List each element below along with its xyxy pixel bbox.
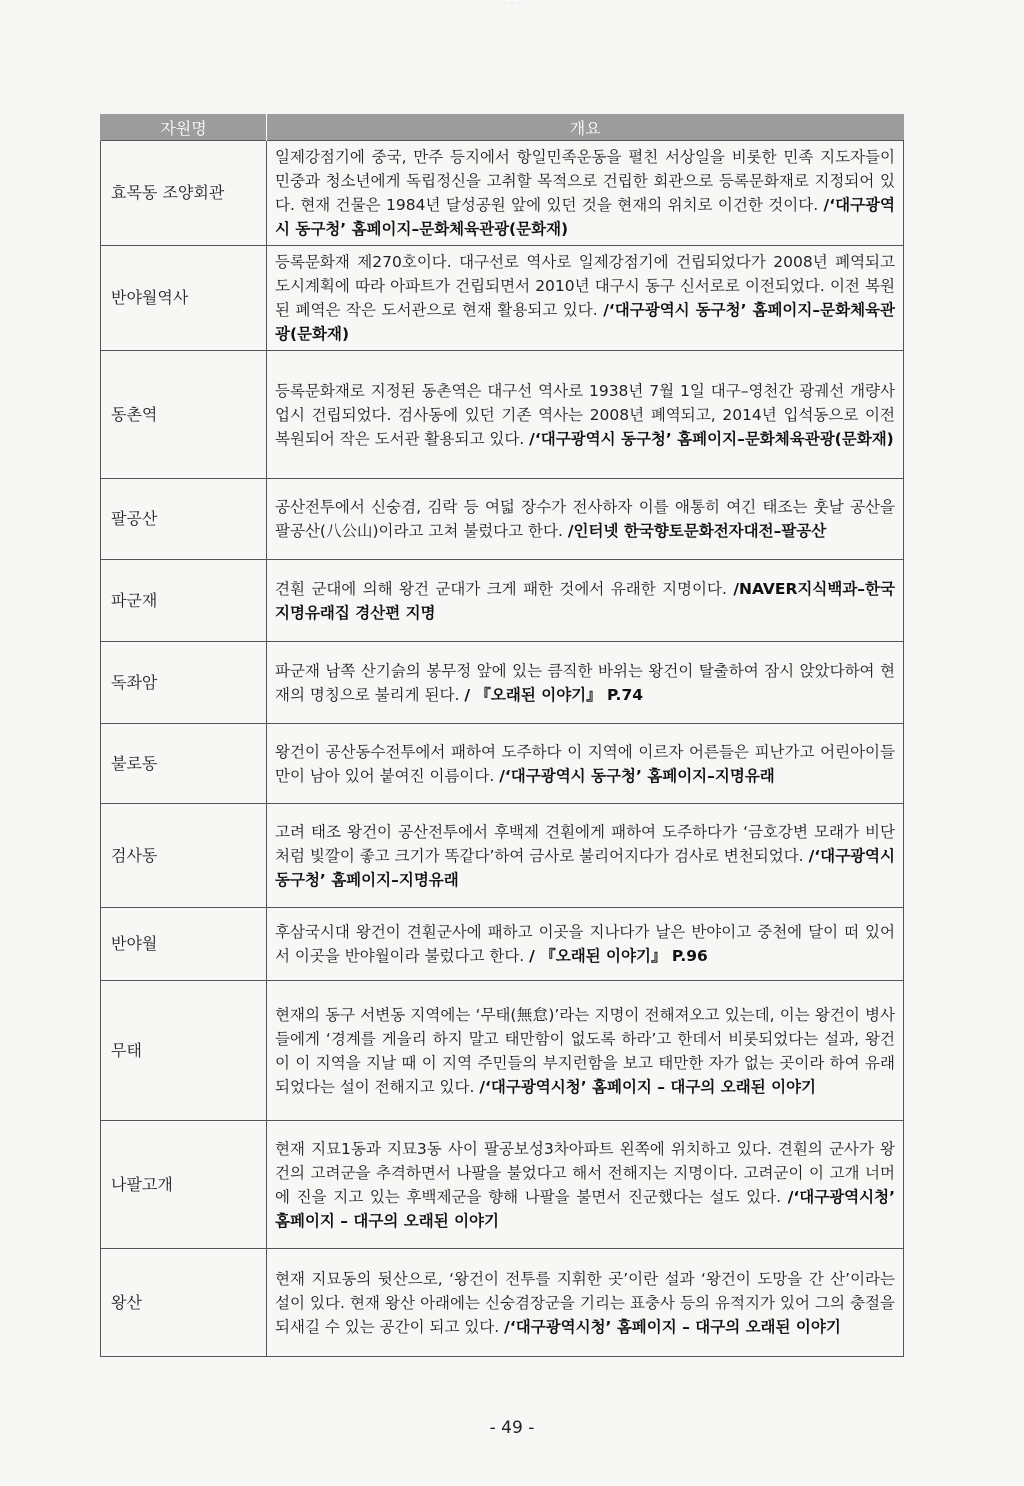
table-row bbox=[101, 804, 904, 908]
resource-description bbox=[267, 642, 904, 724]
description-text: 파군재 남쪽 산기슭의 봉무정 앞에 있는 큼직한 바위는 왕건이 탈출하여 잠시 앉았다하여 현재의 명칭으로 불리게 된다. bbox=[275, 661, 895, 704]
resource-name: 왕산 bbox=[101, 1249, 267, 1357]
source-citation: /NAVER지식백과–한국지명유래집 경산편 지명 bbox=[275, 579, 895, 622]
resource-description bbox=[267, 804, 904, 908]
resource-name: 효목동 조양회관 bbox=[101, 141, 267, 246]
resource-description bbox=[267, 351, 904, 479]
resource-name: 나팔고개 bbox=[101, 1121, 267, 1249]
table-row bbox=[101, 724, 904, 804]
source-citation: / 『오래된 이야기』 P.96 bbox=[529, 947, 708, 965]
resource-description bbox=[267, 1121, 904, 1249]
resource-description bbox=[267, 246, 904, 351]
description-text: 견훤 군대에 의해 왕건 군대가 크게 패한 것에서 유래한 지명이다. bbox=[275, 579, 727, 598]
resource-description bbox=[267, 141, 904, 246]
description-text: 현재 지묘1동과 지묘3동 사이 팔공보성3차아파트 왼쪽에 위치하고 있다. 견훤의 군사가 왕건의 고려군을 추격하면서 나팔을 불었다고 해서 전해지는 지명이다. 고려군이 이 고개 너머에 진을 지고 있는 후백제군을 향해 나팔을 불면서 진군했다는 설도 있다. bbox=[275, 1139, 895, 1206]
resource-name: 무태 bbox=[101, 981, 267, 1121]
resource-description bbox=[267, 724, 904, 804]
source-citation: / 『오래된 이야기』 P.74 bbox=[464, 685, 644, 704]
table-row bbox=[101, 908, 904, 981]
resource-description bbox=[267, 560, 904, 642]
table-header-row bbox=[101, 114, 904, 141]
resource-name: 반야월 bbox=[101, 908, 267, 981]
source-citation: /‘대구광역시청’ 홈페이지 – 대구의 오래된 이야기 bbox=[504, 1317, 841, 1336]
resource-name: 검사동 bbox=[101, 804, 267, 908]
source-citation: /‘대구광역시청’ 홈페이지 – 대구의 오래된 이야기 bbox=[479, 1077, 816, 1096]
table-row bbox=[101, 981, 904, 1121]
resource-table bbox=[100, 114, 904, 1357]
page-number: - 49 - bbox=[489, 1418, 535, 1438]
resource-description bbox=[267, 1249, 904, 1357]
source-citation: /인터넷 한국향토문화전자대전–팔공산 bbox=[567, 522, 827, 540]
description-text: 왕건이 공산동수전투에서 패하여 도주하다 이 지역에 이르자 어른들은 피난가고 어린아이들만이 남아 있어 붙여진 이름이다. bbox=[275, 742, 895, 785]
table-row bbox=[101, 351, 904, 479]
column-header-overview: 개요 bbox=[267, 114, 904, 141]
description-text: 등록문화재로 지정된 동촌역은 대구선 역사로 1938년 7월 1일 대구–영천간 광궤선 개량사업시 건립되었다. 검사동에 있던 기존 역사는 2008년 폐역되고, 2014년 입석동으로 이전 복원되어 작은 도서관 활용되고 있다. bbox=[275, 381, 895, 448]
resource-name: 불로동 bbox=[101, 724, 267, 804]
source-citation: /‘대구광역시 동구청’ 홈페이지–문화체육관광(문화재) bbox=[275, 301, 895, 343]
table-row bbox=[101, 479, 904, 560]
source-citation: /‘대구광역시 동구청’ 홈페이지–문화체육관광(문화재) bbox=[529, 429, 894, 448]
description-text: 일제강점기에 중국, 만주 등지에서 항일민족운동을 펼친 서상일을 비롯한 민족 지도자들이 민중과 청소년에게 독립정신을 고취할 목적으로 건립한 회관으로 등록문화재로 지정되어 있다. 현재 건물은 1984년 달성공원 앞에 있던 것을 현재의 위치로 이건한 것이다. bbox=[275, 148, 895, 214]
column-header-name: 자원명 bbox=[101, 114, 267, 141]
description-text: 현재의 동구 서변동 지역에는 ‘무태(無怠)’라는 지명이 전해져오고 있는데, 이는 왕건이 병사들에게 ‘경계를 게을리 하지 말고 태만함이 없도록 하라’고 한데서 비롯되었다는 설과, 왕건이 이 지역을 지날 때 이 지역 주민들의 부지런함을 보고 태만한 자가 없는 곳이라 하여 유래되었다는 설이 전해지고 있다. bbox=[275, 1005, 895, 1096]
resource-name: 파군재 bbox=[101, 560, 267, 642]
table-row bbox=[101, 141, 904, 246]
resource-name: 반야월역사 bbox=[101, 246, 267, 351]
description-text: 후삼국시대 왕건이 견훤군사에 패하고 이곳을 지나다가 날은 반야이고 중천에 달이 떠 있어서 이곳을 반야월이라 불렀다고 한다. bbox=[275, 923, 895, 965]
resource-description bbox=[267, 981, 904, 1121]
resource-name: 팔공산 bbox=[101, 479, 267, 560]
source-citation: /‘대구광역시 동구청’ 홈페이지–지명유래 bbox=[499, 766, 775, 785]
source-citation: /‘대구광역시청’ 홈페이지 – 대구의 오래된 이야기 bbox=[275, 1187, 895, 1230]
table-row bbox=[101, 1249, 904, 1357]
source-citation: /‘대구광역시 동구청’ 홈페이지–문화체육관광(문화재) bbox=[275, 196, 895, 238]
resource-description bbox=[267, 908, 904, 981]
resource-description bbox=[267, 479, 904, 560]
resource-name: 동촌역 bbox=[101, 351, 267, 479]
table-row bbox=[101, 560, 904, 642]
description-text: 공산전투에서 신숭겸, 김락 등 여덟 장수가 전사하자 이를 애통히 여긴 태조는 훗날 공산을 팔공산(八公山)이라고 고쳐 불렀다고 한다. bbox=[275, 498, 895, 540]
resource-name: 독좌암 bbox=[101, 642, 267, 724]
description-text: 고려 태조 왕건이 공산전투에서 후백제 견훤에게 패하여 도주하다가 ‘금호강변 모래가 비단처럼 빛깔이 좋고 크기가 똑같다’하여 금사로 불리어지다가 검사로 변천되었다. bbox=[275, 822, 895, 865]
table-row bbox=[101, 246, 904, 351]
description-text: 현재 지묘동의 뒷산으로, ‘왕건이 전투를 지휘한 곳’이란 설과 ‘왕건이 도망을 간 산’이라는 설이 있다. 현재 왕산 아래에는 신숭겸장군을 기리는 표충사 등의 유적지가 있어 그의 충절을 되새길 수 있는 공간이 되고 있다. bbox=[275, 1269, 895, 1336]
page-header: · · · bbox=[504, 0, 520, 10]
table-row bbox=[101, 642, 904, 724]
source-citation: /‘대구광역시 동구청’ 홈페이지–지명유래 bbox=[275, 846, 895, 889]
description-text: 등록문화재 제270호이다. 대구선로 역사로 일제강점기에 건립되었다가 2008년 폐역되고 도시계획에 따라 아파트가 건립되면서 2010년 대구시 동구 신서로로 이전되었다. 이전 복원된 폐역은 작은 도서관으로 현재 활용되고 있다. bbox=[275, 253, 895, 319]
table-row bbox=[101, 1121, 904, 1249]
